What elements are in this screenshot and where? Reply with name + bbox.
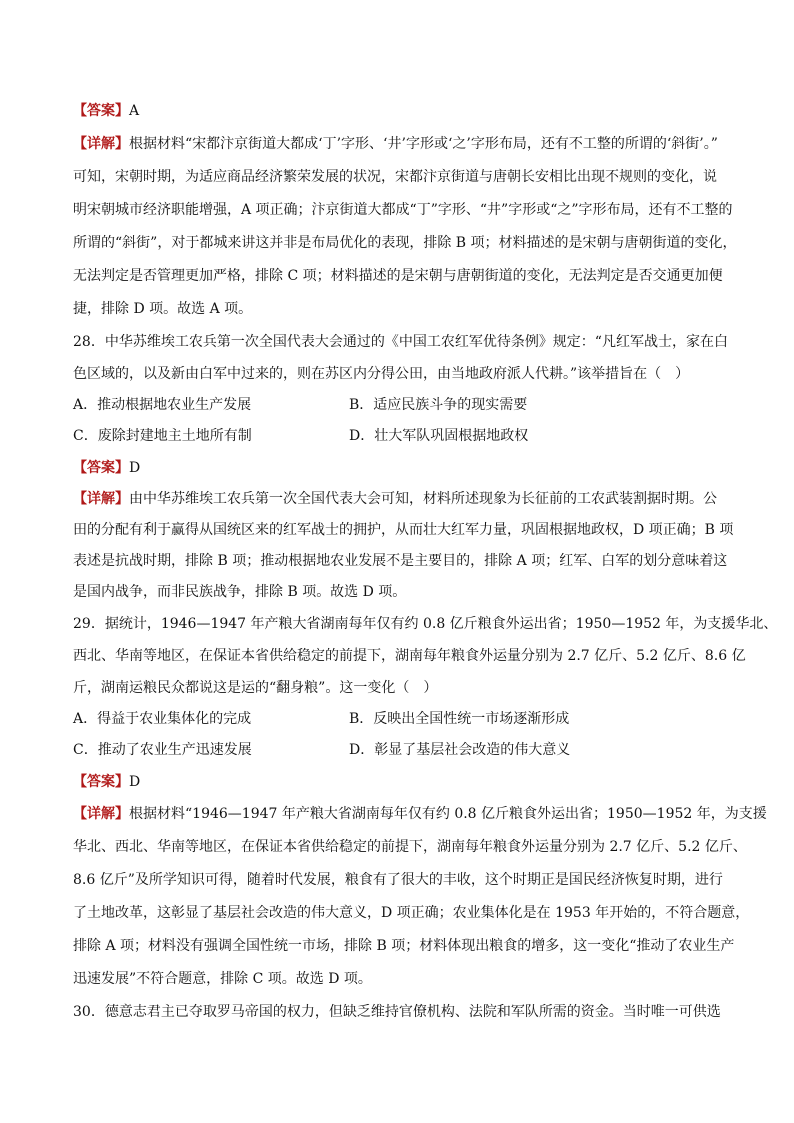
question-29-options-row: [73, 735, 723, 766]
detail-line: [73, 484, 723, 515]
detail-tag: 【详解】: [73, 806, 129, 822]
question-29-line: 西北、华南等地区，在保证本省供给稳定的前提下，湖南每年粮食外运量分别为 2.7 亿斤、5.2 亿斤、8.6 亿: [73, 648, 746, 664]
detail-line: 8.6 亿斤”及所学知识可得，随着时代发展，粮食有了很大的丰收，这个时期正是国民经济恢复时期，进行: [73, 872, 723, 888]
option-c: C．废除封建地主土地所有制: [73, 428, 252, 444]
detail-line: 迅速发展”不符合题意，排除 C 项。故选 D 项。: [73, 971, 372, 987]
detail-line: 了土地改革，这彰显了基层社会改造的伟大意义，D 项正确；农业集体化是在 1953 年开始的，不符合题意，: [73, 905, 750, 921]
question-28-options-row: [73, 421, 723, 452]
answer-tag: 【答案】: [73, 103, 129, 119]
option-a: A．得益于农业集体化的完成: [73, 711, 252, 727]
answer-value: D: [129, 460, 141, 476]
answer-value: D: [129, 774, 141, 790]
option-a: A．推动根据地农业生产发展: [73, 397, 252, 413]
question-28-options-row: [73, 390, 723, 421]
option-d: D．壮大军队巩固根据地政权: [349, 428, 529, 444]
detail-tag: 【详解】: [73, 136, 129, 152]
detail-text: 由中华苏维埃工农兵第一次全国代表大会可知，材料所述现象为长征前的工农武装割据时期。公: [129, 491, 717, 507]
option-c: C．推动了农业生产迅速发展: [73, 742, 252, 758]
question-28-line: 28．中华苏维埃工农兵第一次全国代表大会通过的《中国工农红军优待条例》规定：“凡红军战士，家在白: [73, 334, 728, 350]
detail-line: 所谓的“斜街”，对于都城来讲这并非是布局优化的表现，排除 B 项；材料描述的是宋朝与唐朝街道的变化，: [73, 235, 737, 251]
detail-line: 华北、西北、华南等地区，在保证本省供给稳定的前提下，湖南每年粮食外运量分别为 2.7 亿斤、5.2 亿斤、: [73, 839, 747, 855]
option-d: D．彰显了基层社会改造的伟大意义: [349, 742, 571, 758]
detail-line: 表述是抗战时期，排除 B 项；推动根据地农业发展不是主要目的，排除 A 项；红军、白军的划分意味着这: [73, 553, 728, 569]
answer-line: [73, 98, 723, 124]
detail-line: 排除 A 项；材料没有强调全国性统一市场，排除 B 项；材料体现出粮食的增多，这一变化“推动了农业生产: [73, 938, 735, 954]
detail-line: 明宋朝城市经济职能增强，A 项正确；汴京街道大都成“丁”字形、“井”字形或“之”字形布局，还有不工整的: [73, 202, 733, 218]
option-b: B．适应民族斗争的现实需要: [349, 397, 528, 413]
answer-line: [73, 455, 723, 481]
option-b: B．反映出全国性统一市场逐渐形成: [349, 711, 570, 727]
detail-line: 田的分配有利于赢得从国统区来的红军战士的拥护，从而壮大红军力量，巩固根据地政权，D 项正确；B 项: [73, 522, 734, 538]
question-29-options-row: [73, 704, 723, 735]
question-29-line: 29．据统计，1946—1947 年产粮大省湖南每年仅有约 0.8 亿斤粮食外运出省；1950—1952 年，为支援华北、: [73, 616, 778, 632]
answer-tag: 【答案】: [73, 774, 129, 790]
answer-line: [73, 769, 723, 795]
detail-line: 捷，排除 D 项。故选 A 项。: [73, 301, 253, 317]
document-page: [73, 98, 778, 1028]
detail-text: 根据材料“宋都汴京街道大都成‘丁’字形、‘井’字形或‘之’字形布局，还有不工整的所谓的‘斜街’。”: [129, 136, 718, 152]
answer-tag: 【答案】: [73, 460, 129, 476]
detail-tag: 【详解】: [73, 491, 129, 507]
detail-text: 根据材料“1946—1947 年产粮大省湖南每年仅有约 0.8 亿斤粮食外运出省；1950—1952 年，为支援: [129, 806, 767, 822]
question-30-line: 30．德意志君主已夺取罗马帝国的权力，但缺乏维持官僚机构、法院和军队所需的资金。当时唯一可供选: [73, 1004, 721, 1020]
answer-value: A: [129, 103, 140, 119]
detail-line: 可知，宋朝时期，为适应商品经济繁荣发展的状况，宋都汴京街道与唐朝长安相比出现不规则的变化，说: [73, 169, 717, 185]
detail-line: 是国内战争，而非民族战争，排除 B 项。故选 D 项。: [73, 584, 407, 600]
question-28-line: 色区域的，以及新由白军中过来的，则在苏区内分得公田，由当地政府派人代耕。”该举措旨在（ ）: [73, 366, 690, 382]
question-29-line: 斤，湖南运粮民众都说这是运的“翻身粮”。这一变化（ ）: [73, 680, 438, 696]
detail-line: [73, 128, 723, 161]
detail-line: [73, 798, 767, 831]
detail-line: 无法判定是否管理更加严格，排除 C 项；材料描述的是宋朝与唐朝街道的变化，无法判定是否交通更加便: [73, 268, 723, 284]
